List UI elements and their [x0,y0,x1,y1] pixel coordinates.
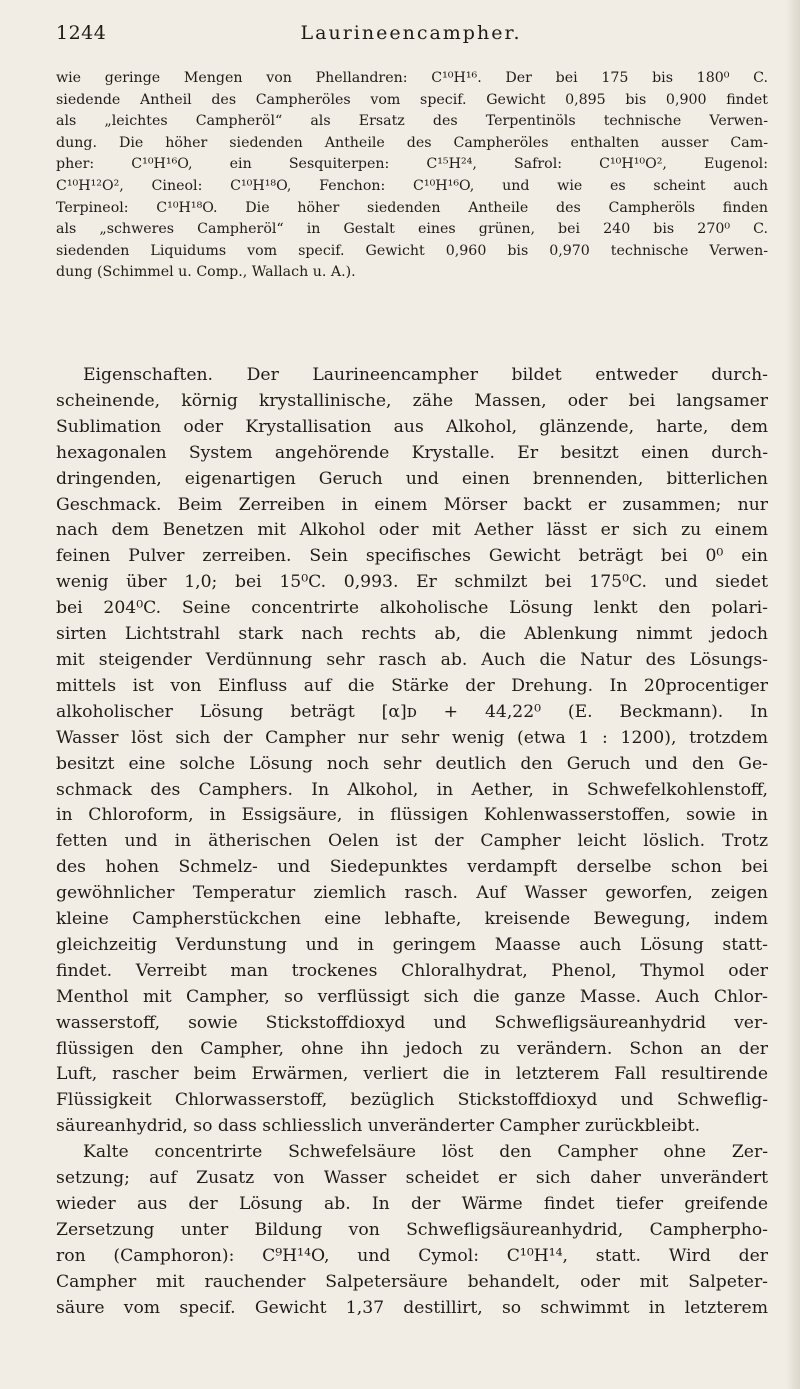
text-line: kleine Campherstückchen eine lebhafte, kreisende Bewegung, indem [56,909,768,930]
text-line: ron (Camphoron): C⁹H¹⁴O, und Cymol: C¹⁰H¹⁴, statt. Wird der [56,1245,768,1266]
text-line: Terpineol: C¹⁰H¹⁸O. Die höher siedenden Antheile des Campheröls finden [56,199,768,216]
text-line: bei 204⁰C. Seine concentrirte alkoholische Lösung lenkt den polari- [56,598,768,619]
paragraph-properties [56,363,768,1322]
text-line: mittels ist von Einfluss auf die Stärke der Drehung. In 20procentiger [56,675,768,696]
page-number: 1244 [56,22,107,44]
text-line: siedenden Liquidums vom specif. Gewicht 0,960 bis 0,970 technische Verwen- [56,242,768,259]
text-line: gewöhnlicher Temperatur ziemlich rasch. Auf Wasser geworfen, zeigen [56,883,768,904]
text-line: scheinende, körnig krystallinische, zähe Massen, oder bei langsamer [56,390,768,411]
text-line: Menthol mit Campher, so verflüssigt sich die ganze Masse. Auch Chlor- [56,986,768,1007]
text-line: dung. Die höher siedenden Antheile des Campheröles enthalten ausser Cam- [56,134,768,151]
text-line: schmack des Camphers. In Alkohol, in Aether, in Schwefelkohlenstoff, [56,779,768,800]
text-line: pher: C¹⁰H¹⁶O, ein Sesquiterpen: C¹⁵H²⁴, Safrol: C¹⁰H¹⁰O², Eugenol: [56,156,768,173]
text-line: findet. Verreibt man trockenes Chloralhydrat, Phenol, Thymol oder [56,960,768,981]
text-line: Campher mit rauchender Salpetersäure behandelt, oder mit Salpeter- [56,1271,768,1292]
text-line: als „schweres Campheröl“ in Gestalt eines grünen, bei 240 bis 270⁰ C. [56,221,768,238]
text-line: Kalte concentrirte Schwefelsäure löst den Campher ohne Zer- [83,1142,768,1163]
text-line: mit steigender Verdünnung sehr rasch ab. Auch die Natur des Lösungs- [56,649,768,670]
section-heading-line: Eigenschaften. Der Laurineencampher bildet entweder durch- [83,365,768,385]
paragraph-camphor-oil [56,68,768,284]
text-line: C¹⁰H¹²O², Cineol: C¹⁰H¹⁸O, Fenchon: C¹⁰H¹⁶O, und wie es scheint auch [56,177,768,194]
page-header [56,22,766,48]
text-line: Luft, rascher beim Erwärmen, verliert die in letzterem Fall resultirende [56,1064,768,1085]
text-line: dringenden, eigenartigen Geruch und einen brennenden, bitterlichen [56,468,768,489]
text-line: dung (Schimmel u. Comp., Wallach u. A.). [56,264,356,281]
text-line: wieder aus der Lösung ab. In der Wärme findet tiefer greifende [56,1194,768,1214]
text-line: in Chloroform, in Essigsäure, in flüssigen Kohlenwasserstoffen, sowie in [56,805,768,826]
text-line: säure vom specif. Gewicht 1,37 destillirt, so schwimmt in letzterem [56,1297,768,1318]
text-line: des hohen Schmelz- und Siedepunktes verdampft derselbe schon bei [56,857,768,878]
text-line: fetten und in ätherischen Oelen ist der Campher leicht löslich. Trotz [56,831,768,852]
text-line: Flüssigkeit Chlorwasserstoff, bezüglich Stickstoffdioxyd und Schweflig- [56,1090,768,1111]
text-line: flüssigen den Campher, ohne ihn jedoch zu verändern. Schon an der [56,1038,768,1059]
text-line: nach dem Benetzen mit Alkohol oder mit Aether lässt er sich zu einem [56,520,768,541]
text-line: alkoholischer Lösung beträgt [α]ᴅ + 44,22⁰ (E. Beckmann). In [56,701,768,722]
text-line: wenig über 1,0; bei 15⁰C. 0,993. Er schmilzt bei 175⁰C. und siedet [56,572,768,593]
page-edge-shadow [786,0,800,1389]
text-line: sirten Lichtstrahl stark nach rechts ab, die Ablenkung nimmt jedoch [56,624,768,645]
text-line: hexagonalen System angehörende Krystalle. Er besitzt einen durch- [56,442,768,463]
text-line: als „leichtes Campheröl“ als Ersatz des Terpentinöls technische Verwen- [56,113,768,130]
text-line: Sublimation oder Krystallisation aus Alkohol, glänzende, harte, dem [56,416,768,437]
text-line: säureanhydrid, so dass schliesslich unveränderter Campher zurückbleibt. [56,1116,701,1137]
text-line: wasserstoff, sowie Stickstoffdioxyd und Schwefligsäureanhydrid ver- [56,1012,768,1033]
text-line: Geschmack. Beim Zerreiben in einem Mörser backt er zusammen; nur [56,494,768,515]
text-line: Zersetzung unter Bildung von Schwefligsäureanhydrid, Campherpho- [56,1219,768,1240]
text-line: feinen Pulver zerreiben. Sein specifisches Gewicht beträgt bei 0⁰ ein [56,546,768,567]
text-line: gleichzeitig Verdunstung und in geringem Maasse auch Lösung statt- [56,934,768,955]
text-line: wie geringe Mengen von Phellandren: C¹⁰H¹⁶. Der bei 175 bis 180⁰ C. [56,70,768,86]
text-line: siedende Antheil des Campheröles vom specif. Gewicht 0,895 bis 0,900 findet [56,91,768,108]
text-line: Wasser löst sich der Campher nur sehr wenig (etwa 1 : 1200), trotzdem [56,727,768,748]
running-head: Laurineencampher. [300,22,522,44]
text-line: setzung; auf Zusatz von Wasser scheidet er sich daher unverändert [56,1168,768,1189]
text-line: besitzt eine solche Lösung noch sehr deutlich den Geruch und den Ge- [56,753,768,774]
